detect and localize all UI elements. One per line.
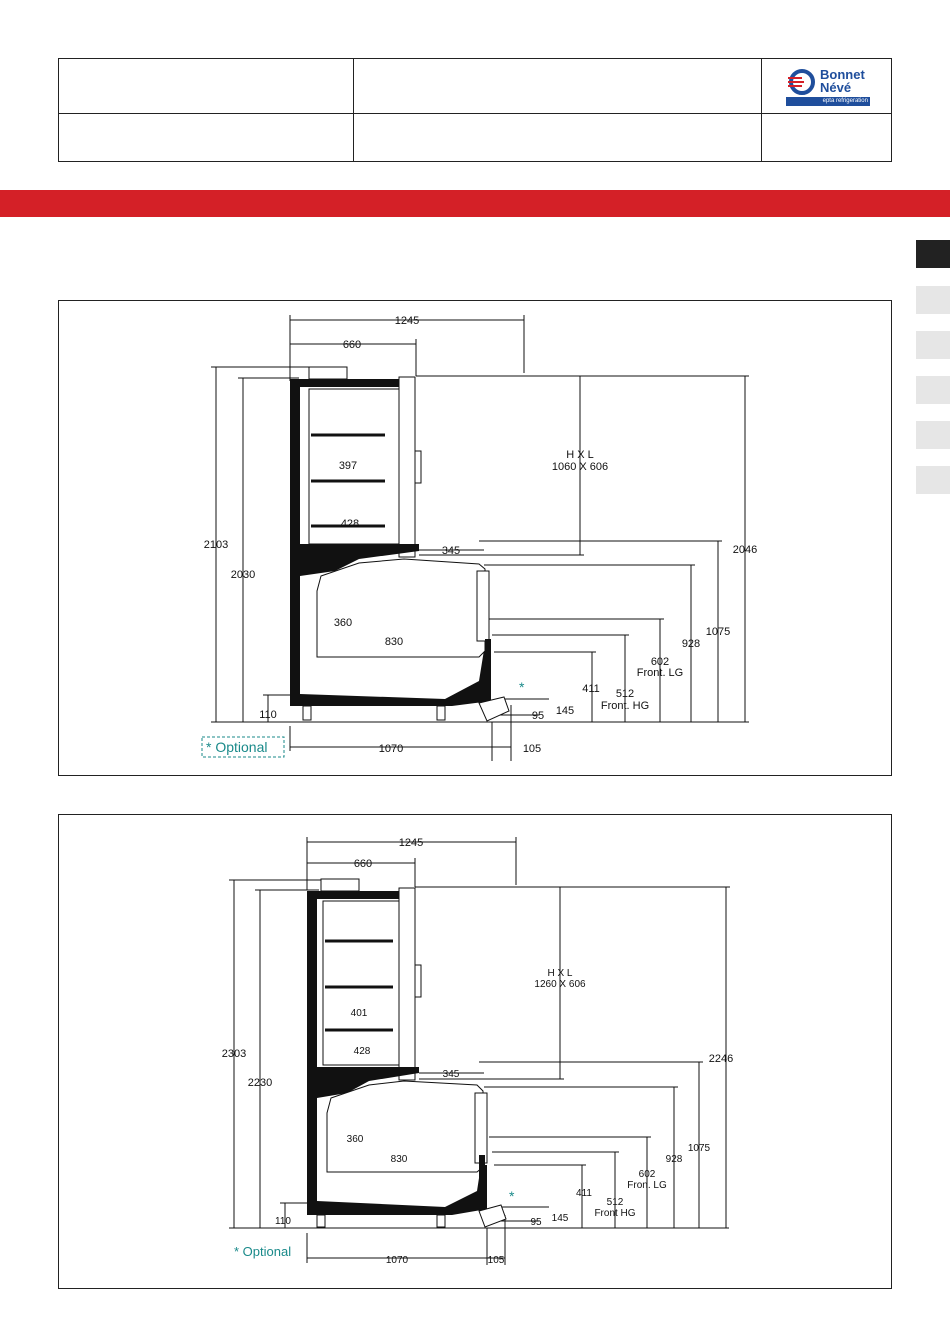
dim-height-right: 2246 (708, 1053, 734, 1065)
dim-well-height: 360 (346, 1134, 364, 1145)
dim-well-height: 360 (333, 617, 353, 629)
label-front-lg: Fron. LG (627, 1180, 667, 1191)
logo-line1: Bonnet (820, 67, 865, 82)
bonnet-neve-logo (786, 65, 872, 107)
dim-411: 411 (582, 683, 600, 695)
dim-110: 110 (275, 1216, 291, 1227)
optional-asterisk: * (509, 1188, 515, 1204)
label-front-hg: Front. HG (600, 700, 650, 712)
dim-512: 512 (615, 688, 635, 700)
dim-top-width: 1245 (398, 837, 424, 849)
dim-602: 602 (650, 656, 670, 668)
dim-145: 145 (551, 1213, 569, 1224)
dim-height-total: 2303 (221, 1048, 247, 1060)
dim-mid-width: 660 (342, 339, 362, 351)
header-cell-6 (762, 114, 891, 161)
header-table (58, 58, 892, 162)
header-cell-4 (59, 114, 354, 161)
dim-105: 105 (522, 743, 542, 755)
dim-well-width: 830 (390, 1154, 408, 1165)
dim-411: 411 (576, 1188, 592, 1199)
dim-height-total: 2103 (203, 539, 229, 551)
cabinet-drawing-1 (59, 301, 893, 777)
side-tab-1[interactable] (916, 240, 950, 268)
dim-95: 95 (531, 710, 545, 722)
section-color-band (0, 190, 950, 217)
dim-base-width: 1070 (378, 743, 404, 755)
side-tab-6[interactable] (916, 466, 950, 494)
dim-1075: 1075 (705, 626, 731, 638)
drawing-frame-2 (58, 814, 892, 1289)
dim-shelf-a: 397 (338, 460, 358, 472)
dim-depth: 345 (442, 1069, 460, 1080)
dim-928: 928 (665, 1154, 683, 1165)
dim-mid-width: 660 (353, 858, 373, 870)
dim-height-body: 2030 (230, 569, 256, 581)
opening-size: 1260 X 606 (534, 979, 586, 990)
drawing-frame-1 (58, 300, 892, 776)
optional-asterisk: * (519, 679, 525, 695)
dim-height-body: 2230 (247, 1077, 273, 1089)
dim-shelf-b: 428 (353, 1046, 371, 1057)
dim-shelf-b: 428 (340, 518, 360, 530)
optional-label: * Optional (206, 739, 268, 755)
dim-145: 145 (555, 705, 575, 717)
opening-size: 1060 X 606 (551, 461, 609, 473)
dim-512: 512 (606, 1197, 624, 1208)
side-tab-2[interactable] (916, 286, 950, 314)
opening-label: H X L (547, 968, 573, 979)
label-front-hg: Front HG (594, 1208, 636, 1219)
cabinet-drawing-2 (59, 815, 893, 1290)
opening-label: H X L (566, 449, 594, 461)
dim-height-right: 2046 (732, 544, 758, 556)
dim-1075: 1075 (687, 1143, 711, 1154)
logo-line2: Névé (820, 80, 852, 95)
header-cell-2 (354, 59, 762, 114)
label-front-lg: Front. LG (636, 667, 684, 679)
dim-110: 110 (259, 709, 277, 721)
dim-top-width: 1245 (394, 315, 420, 327)
dim-602: 602 (638, 1169, 656, 1180)
dim-105: 105 (487, 1255, 505, 1266)
side-tab-4[interactable] (916, 376, 950, 404)
dim-well-width: 830 (384, 636, 404, 648)
optional-label: * Optional (234, 1244, 292, 1259)
dim-shelf-a: 401 (350, 1008, 368, 1019)
side-tab-3[interactable] (916, 331, 950, 359)
logo-mark-icon (786, 67, 818, 97)
dim-95: 95 (530, 1217, 542, 1228)
side-tab-5[interactable] (916, 421, 950, 449)
dim-base-width: 1070 (385, 1255, 409, 1266)
dim-depth: 345 (441, 545, 461, 557)
header-logo-cell (762, 59, 891, 114)
header-cell-1 (59, 59, 354, 114)
header-cell-5 (354, 114, 762, 161)
logo-tagline: epta refrigeration (786, 97, 870, 106)
dim-928: 928 (681, 638, 701, 650)
